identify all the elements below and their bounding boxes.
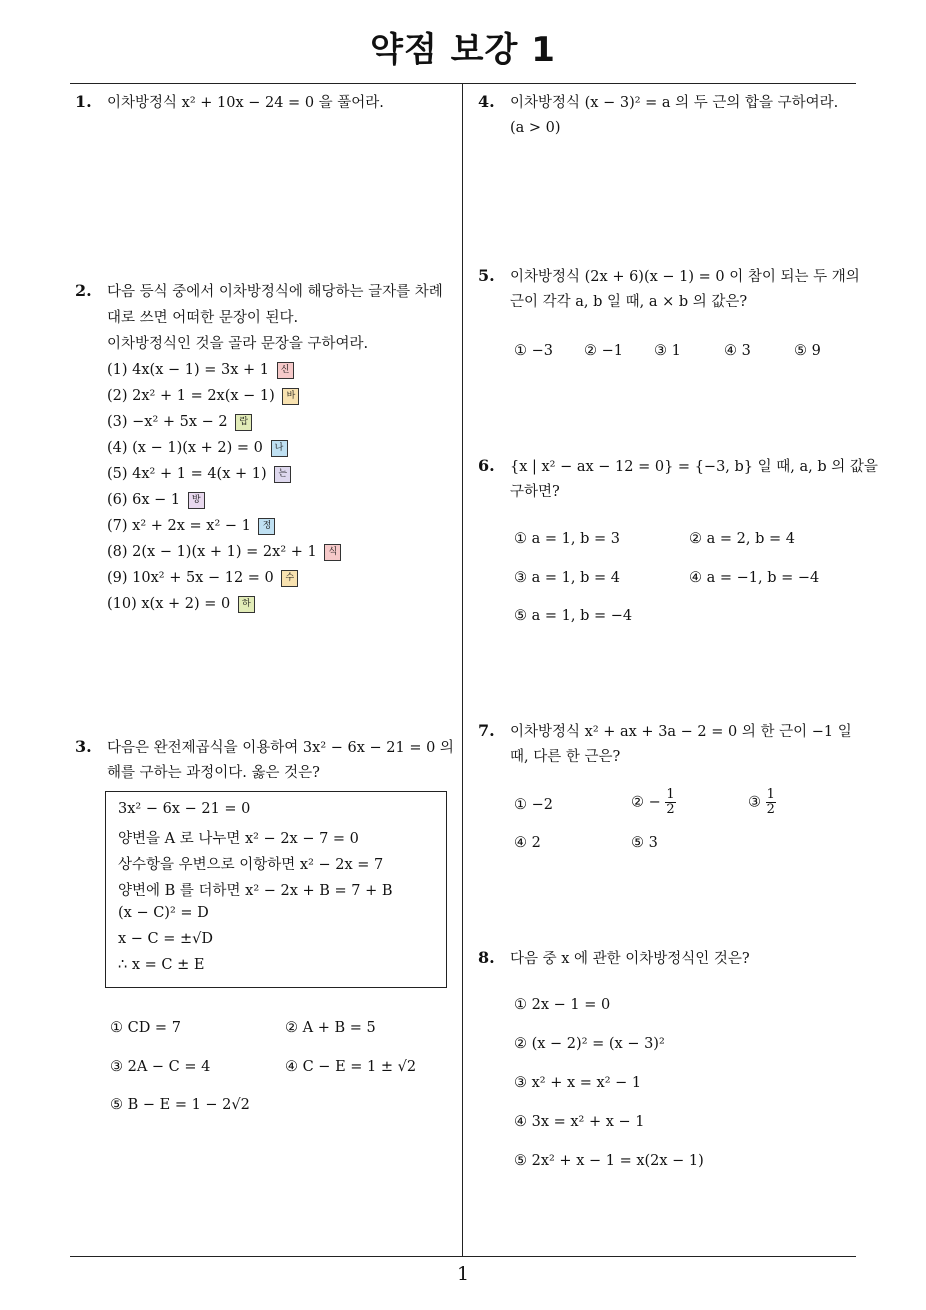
problem-6-option-3[interactable]: ③ a = 1, b = 4: [514, 570, 620, 586]
problem-3-option-5[interactable]: ⑤ B − E = 1 − 2√2: [110, 1097, 250, 1113]
problem-6-option-4[interactable]: ④ a = −1, b = −4: [689, 570, 820, 586]
problem-6-line: 구하면?: [510, 484, 560, 500]
equation-text: (4) (x − 1)(x + 2) = 0: [107, 440, 263, 456]
problem-5-line: 이차방정식 (2x + 6)(x − 1) = 0 이 참이 되는 두 개의: [510, 269, 860, 285]
problem-8-text: 다음 중 x 에 관한 이차방정식인 것은?: [510, 951, 750, 967]
letter-tag: 는: [274, 466, 291, 483]
letter-tag: 하: [238, 596, 255, 613]
equation-text: (6) 6x − 1: [107, 492, 181, 508]
box-step: x − C = ±√D: [118, 931, 214, 947]
problem-6-option-1[interactable]: ① a = 1, b = 3: [514, 531, 620, 547]
problem-3-line: 해를 구하는 과정이다. 옳은 것은?: [107, 765, 320, 781]
problem-6-line: {x | x² − ax − 12 = 0} = {−3, b} 일 때, a, b 의 값을: [510, 459, 878, 475]
problem-5: [510, 265, 860, 315]
problem-7-option-3[interactable]: [748, 788, 776, 817]
problem-3-line: 다음은 완전제곱식을 이용하여 3x² − 6x − 21 = 0 의: [107, 740, 454, 756]
problem-7: [510, 720, 852, 770]
problem-2-line: 이차방정식인 것을 골라 문장을 구하여라.: [107, 336, 369, 352]
problem-1-number: 1.: [75, 92, 92, 111]
problem-4-line: (a > 0): [510, 120, 561, 136]
problem-7-option-5[interactable]: ⑤ 3: [631, 835, 658, 851]
problem-8-option-4[interactable]: ④ 3x = x² + x − 1: [514, 1114, 645, 1130]
problem-5-option-2[interactable]: ② −1: [584, 343, 623, 359]
problem-8: [510, 947, 750, 972]
problem-5-number: 5.: [478, 266, 495, 285]
problem-1-text: 이차방정식 x² + 10x − 24 = 0 을 풀어라.: [107, 95, 384, 111]
problem-5-line: 근이 각각 a, b 일 때, a × b 의 값은?: [510, 294, 748, 310]
problem-8-option-3[interactable]: ③ x² + x = x² − 1: [514, 1075, 642, 1091]
problem-4-line: 이차방정식 (x − 3)² = a 의 두 근의 합을 구하여라.: [510, 95, 839, 111]
bottom-rule: [70, 1256, 856, 1257]
page-number: 1: [456, 1263, 470, 1285]
problem-2-item: [107, 461, 443, 487]
problem-8-option-2[interactable]: ② (x − 2)² = (x − 3)²: [514, 1036, 665, 1052]
problem-7-option-4[interactable]: ④ 2: [514, 835, 541, 851]
problem-7-option-2[interactable]: [631, 788, 676, 817]
problem-8-number: 8.: [478, 948, 495, 967]
problem-2-line: 다음 등식 중에서 이차방정식에 해당하는 글자를 차례: [107, 284, 443, 300]
problem-2-item: [107, 409, 443, 435]
fraction-one-half: [766, 788, 776, 817]
problem-2: [107, 279, 443, 617]
letter-tag: 수: [281, 570, 298, 587]
letter-tag: 바: [282, 388, 299, 405]
equation-text: (2) 2x² + 1 = 2x(x − 1): [107, 388, 275, 404]
letter-tag: 신: [277, 362, 294, 379]
box-step: 3x² − 6x − 21 = 0: [118, 801, 251, 817]
problem-6-number: 6.: [478, 456, 495, 475]
letter-tag: 나: [271, 440, 288, 457]
box-step: ∴ x = C ± E: [118, 957, 205, 973]
problem-2-item: [107, 383, 443, 409]
box-step: 양변을 A 로 나누면 x² − 2x − 7 = 0: [118, 831, 359, 847]
equation-text: (7) x² + 2x = x² − 1: [107, 518, 251, 534]
problem-3-number: 3.: [75, 737, 92, 756]
letter-tag: 랍: [235, 414, 252, 431]
problem-6-option-2[interactable]: ② a = 2, b = 4: [689, 531, 795, 547]
problem-7-line: 때, 다른 한 근은?: [510, 749, 621, 765]
problem-6: [510, 455, 878, 505]
problem-2-item: [107, 539, 443, 565]
problem-2-item: [107, 487, 443, 513]
problem-7-line: 이차방정식 x² + ax + 3a − 2 = 0 의 한 근이 −1 일: [510, 724, 852, 740]
problem-2-item: [107, 513, 443, 539]
fraction-numerator: 1: [666, 787, 675, 802]
problem-3: [107, 736, 454, 786]
problem-2-item: [107, 357, 443, 383]
problem-3-option-4[interactable]: ④ C − E = 1 ± √2: [285, 1059, 417, 1075]
fraction-denominator: 2: [766, 802, 775, 817]
problem-8-option-5[interactable]: ⑤ 2x² + x − 1 = x(2x − 1): [514, 1153, 704, 1169]
problem-2-number: 2.: [75, 281, 92, 300]
box-step: 상수항을 우변으로 이항하면 x² − 2x = 7: [118, 857, 384, 873]
box-step: (x − C)² = D: [118, 905, 209, 921]
fraction-numerator: 1: [766, 787, 775, 802]
letter-tag: 정: [258, 518, 275, 535]
problem-7-number: 7.: [478, 721, 495, 740]
fraction-denominator: 2: [666, 802, 675, 817]
problem-3-option-3[interactable]: ③ 2A − C = 4: [110, 1059, 211, 1075]
problem-7-option-1[interactable]: ① −2: [514, 797, 553, 813]
equation-text: (9) 10x² + 5x − 12 = 0: [107, 570, 274, 586]
equation-text: (3) −x² + 5x − 2: [107, 414, 228, 430]
problem-2-item: [107, 591, 443, 617]
problem-8-option-1[interactable]: ① 2x − 1 = 0: [514, 997, 611, 1013]
letter-tag: 식: [324, 544, 341, 561]
problem-2-item: [107, 565, 443, 591]
problem-5-option-4[interactable]: ④ 3: [724, 343, 751, 359]
problem-5-option-5[interactable]: ⑤ 9: [794, 343, 821, 359]
equation-text: (1) 4x(x − 1) = 3x + 1: [107, 362, 269, 378]
top-rule: [70, 83, 856, 84]
page-title: 약점 보강 1: [370, 30, 556, 70]
equation-text: (5) 4x² + 1 = 4(x + 1): [107, 466, 267, 482]
completing-square-box: [105, 791, 447, 988]
equation-text: (8) 2(x − 1)(x + 1) = 2x² + 1: [107, 544, 317, 560]
problem-3-option-2[interactable]: ② A + B = 5: [285, 1020, 376, 1036]
problem-5-option-3[interactable]: ③ 1: [654, 343, 681, 359]
letter-tag: 방: [188, 492, 205, 509]
problem-3-option-1[interactable]: ① CD = 7: [110, 1020, 181, 1036]
problem-4-number: 4.: [478, 92, 495, 111]
option-2-label: ② −: [631, 794, 661, 811]
problem-2-item: [107, 435, 443, 461]
problem-5-option-1[interactable]: ① −3: [514, 343, 553, 359]
problem-1: [107, 91, 384, 116]
fraction-one-half: [665, 788, 675, 817]
equation-text: (10) x(x + 2) = 0: [107, 596, 231, 612]
option-3-label: ③: [748, 794, 761, 811]
problem-4: [510, 91, 838, 141]
column-divider: [462, 83, 463, 1256]
box-step: 양변에 B 를 더하면 x² − 2x + B = 7 + B: [118, 883, 393, 899]
problem-6-option-5[interactable]: ⑤ a = 1, b = −4: [514, 608, 633, 624]
problem-2-line: 대로 쓰면 어떠한 문장이 된다.: [107, 310, 299, 326]
